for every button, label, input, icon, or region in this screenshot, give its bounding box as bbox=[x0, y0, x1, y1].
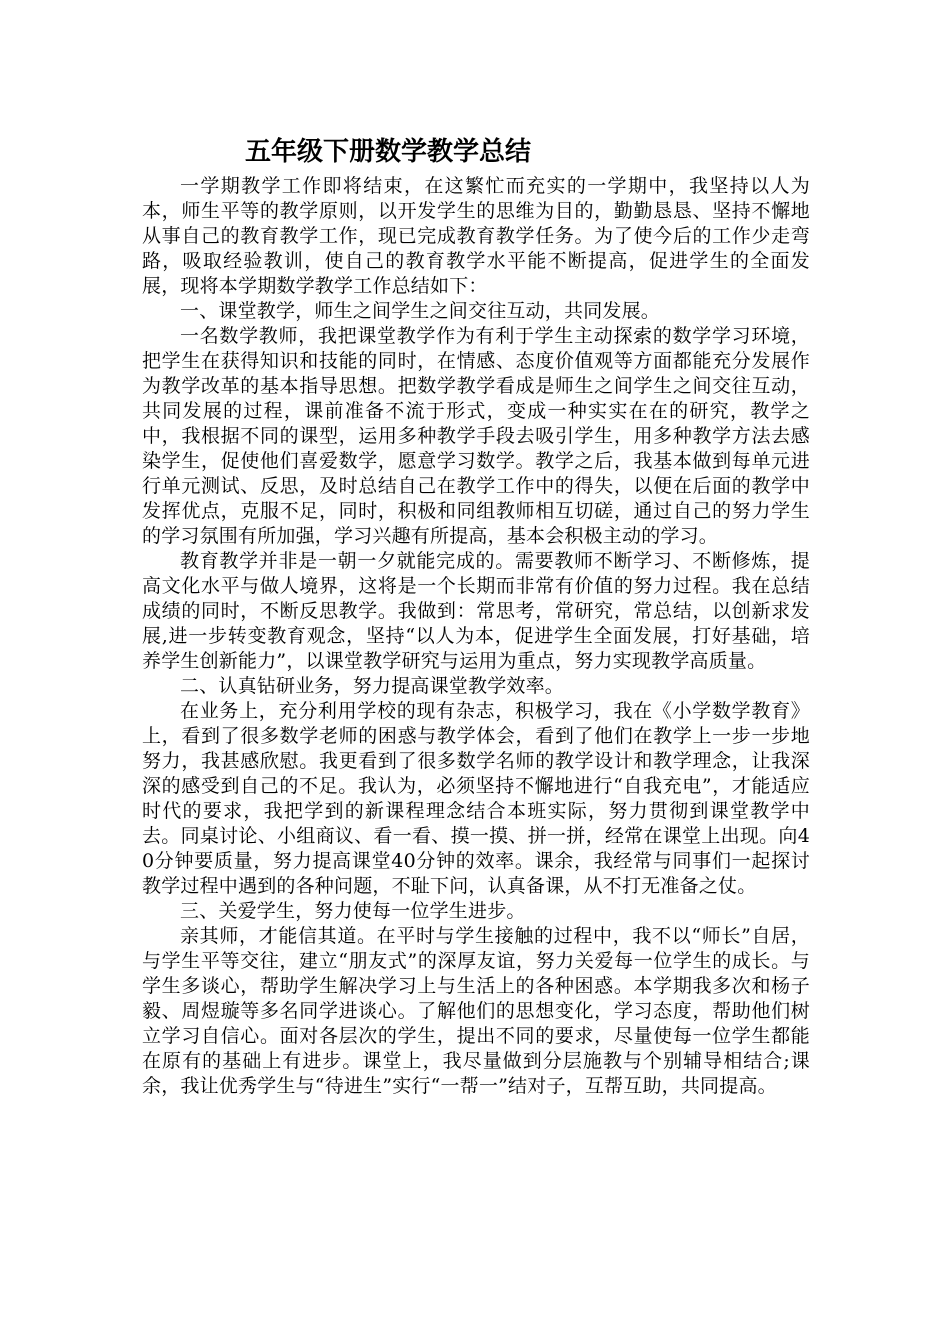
document-title: 五年级下册数学教学总结 bbox=[245, 137, 532, 167]
paragraph-classroom-teaching: 一名数学教师，我把课堂教学作为有利于学生主动探索的数学学习环境，把学生在获得知识和技能的同时，在情感、态度价值观等方面都能充分发展作为教学改革的基本指导思想。把数学教学看成是师生之间学生之间交往互动，共同发展的过程，课前准备不流于形式，变成一种实实在在的研究，教学之中，我根据不同的课型，运用多种教学手段去吸引学生，用多种教学方法去感染学生，促使他们喜爱数学，愿意学习数学。教学之后，我基本做到每单元进行单元测试、反思，及时总结自己在教学工作中的得失，以便在后面的教学中发挥优点，克服不足，同时，积极和同组教师相互切磋，通过自己的努力学生的学习氛围有所加强，学习兴趣有所提高，基本会积极主动的学习。 bbox=[142, 325, 810, 547]
section-heading-2: 二、认真钻研业务，努力提高课堂教学效率。 bbox=[180, 675, 565, 697]
paragraph-reflection: 教育教学并非是一朝一夕就能完成的。需要教师不断学习、不断修炼，提高文化水平与做人境界，这将是一个长期而非常有价值的努力过程。我在总结成绩的同时，不断反思教学。我做到：常思考，常研究，常总结，以创新求发展,进一步转变教育观念，坚持“以人为本，促进学生全面发展，打好基础，培养学生创新能力”，以课堂教学研究与运用为重点，努力实现教学高质量。 bbox=[142, 550, 810, 672]
section-heading-1: 一、课堂教学，师生之间学生之间交往互动，共同发展。 bbox=[180, 300, 661, 322]
paragraph-professional-study: 在业务上，充分利用学校的现有杂志，积极学习，我在《小学数学教育》上，看到了很多数学老师的困惑与教学体会，看到了他们在教学上一步一步地努力，我甚感欣慰。我更看到了很多数学名师的教学设计和教学理念，让我深深的感受到自己的不足。我认为，必须坚持不懈地进行“自我充电”，才能适应时代的要求，我把学到的新课程理念结合本班实际，努力贯彻到课堂教学中去。同桌讨论、小组商议、看一看、摸一摸、拼一拼，经常在课堂上出现。向40分钟要质量，努力提高课堂40分钟的效率。课余，我经常与同事们一起探讨教学过程中遇到的各种问题，不耻下问，认真备课，从不打无准备之仗。 bbox=[142, 700, 810, 897]
document-body bbox=[142, 134, 810, 1099]
section-heading-3: 三、关爱学生，努力使每一位学生进步。 bbox=[180, 900, 526, 922]
paragraph-intro: 一学期教学工作即将结束，在这繁忙而充实的一学期中，我坚持以人为本，师生平等的教学原则，以开发学生的思维为目的，勤勤恳恳、坚持不懈地从事自己的教育教学工作，现已完成教育教学任务。为了使今后的工作少走弯路，吸取经验教训，使自己的教育教学水平能不断提高，促进学生的全面发展，现将本学期数学教学工作总结如下： bbox=[142, 175, 810, 297]
paragraph-caring-students: 亲其师，才能信其道。在平时与学生接触的过程中，我不以“师长”自居，与学生平等交往，建立“朋友式”的深厚友谊，努力关爱每一位学生的成长。与学生多谈心，帮助学生解决学习上与生活上的各种困惑。本学期我多次和杨子毅、周煜璇等多名同学进谈心。了解他们的思想变化，学习态度，帮助他们树立学习自信心。面对各层次的学生，提出不同的要求，尽量使每一位学生都能在原有的基础上有进步。课堂上，我尽量做到分层施教与个别辅导相结合;课余，我让优秀学生与“待进生”实行“一帮一”结对子，互帮互助，共同提高。 bbox=[142, 925, 810, 1097]
